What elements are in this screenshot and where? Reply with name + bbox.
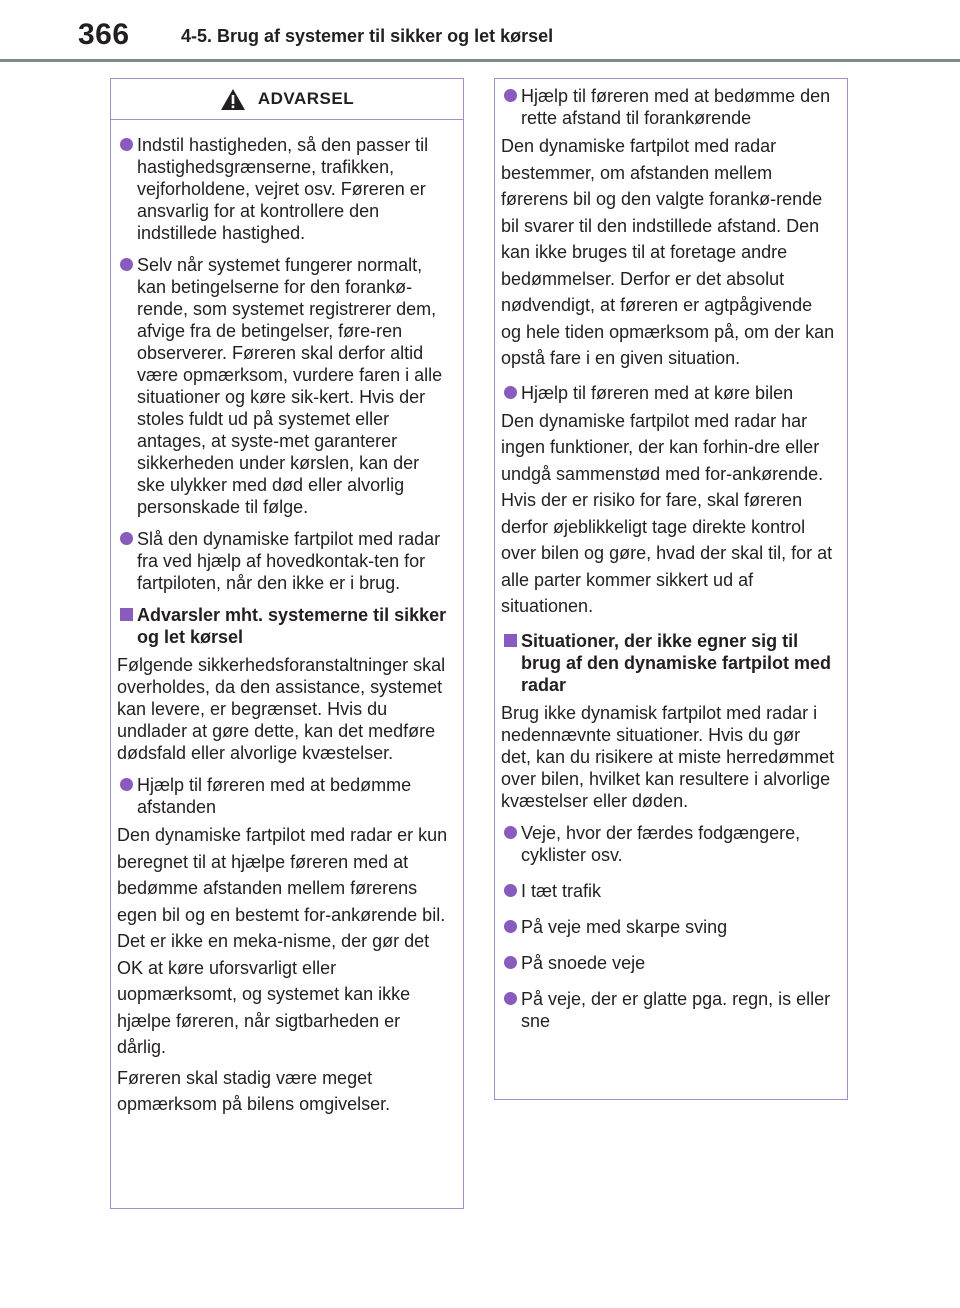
bullet-dot-icon bbox=[120, 138, 133, 151]
bullet-text: På snoede veje bbox=[521, 952, 646, 973]
section-title: 4-5. Brug af systemer til sikker og let kørsel bbox=[181, 26, 554, 46]
bullet-text: Hjælp til føreren med at bedømme afstanden bbox=[137, 775, 412, 817]
subheading bbox=[117, 604, 451, 648]
bullet-item bbox=[501, 988, 835, 1032]
bullet-text: Slå den dynamiske fartpilot med radar fra ved hjælp af hovedkontak-ten for fartpiloten, når den ikke er i brug. bbox=[137, 529, 441, 593]
bullet-text: I tæt trafik bbox=[521, 880, 602, 901]
paragraph: Følgende sikkerhedsforanstaltninger skal overholdes, da den assistance, systemet kan levere, er begrænset. Hvis du undlader at gøre dette, kan det medføre dødsfald eller alvorlige kvæstelser. bbox=[117, 655, 446, 763]
paragraph: Føreren skal stadig være meget opmærksom på bilens omgivelser. bbox=[117, 1067, 391, 1114]
square-bullet-icon bbox=[504, 634, 517, 647]
bullet-item bbox=[117, 254, 451, 518]
bullet-dot-icon bbox=[504, 920, 517, 933]
warning-triangle-icon bbox=[220, 88, 246, 111]
bullet-text: Hjælp til føreren med at køre bilen bbox=[521, 382, 794, 403]
page-number: 366 bbox=[78, 18, 130, 51]
warning-title: ADVARSEL bbox=[257, 89, 355, 108]
bullet-text: Hjælp til føreren med at bedømme den rette afstand til forankørende bbox=[521, 86, 831, 128]
paragraph: Den dynamiske fartpilot med radar er kun beregnet til at hjælpe føreren med at bedømme afstanden mellem førerens egen bil og en bestemt for-ankørende bil. Det er ikke en meka-nisme, der gør det OK at køre uforsvarligt eller uopmærksomt, og systemet kan ikke hjælpe føreren, når sigtbarheden er dårlig. bbox=[117, 825, 448, 1057]
square-bullet-icon bbox=[120, 608, 133, 621]
subheading-text: Advarsler mht. systemerne til sikker og let kørsel bbox=[137, 605, 447, 647]
bullet-text: Indstil hastigheden, så den passer til hastighedsgrænserne, trafikken, vejforholdene, vejret osv. Føreren er ansvarlig for at kontrollere den indstillede hastighed. bbox=[137, 135, 429, 243]
bullet-text: På veje, der er glatte pga. regn, is eller sne bbox=[521, 988, 831, 1031]
bullet-dot-icon bbox=[504, 992, 517, 1005]
paragraph: Den dynamiske fartpilot med radar bestemmer, om afstanden mellem førerens bil og den valgte forankø-rende bil svarer til den indstillede afstand. Den kan ikke bruges til at foretage andre bedømmelser. Derfor er det absolut nødvendigt, at føreren er agtpågivende og hele tiden opmærksom på, om der kan opstå fare i en given situation. bbox=[501, 136, 835, 368]
page-header bbox=[0, 0, 960, 62]
bullet-item bbox=[117, 774, 451, 818]
bullet-item bbox=[501, 880, 835, 902]
warning-header bbox=[111, 79, 463, 120]
bullet-item bbox=[117, 528, 451, 594]
bullet-dot-icon bbox=[504, 826, 517, 839]
subheading bbox=[501, 630, 835, 696]
header-divider bbox=[0, 59, 960, 62]
subheading-text: Situationer, der ikke egner sig til brug af den dynamiske fartpilot med radar bbox=[521, 630, 832, 695]
bullet-dot-icon bbox=[120, 532, 133, 545]
bullet-text: Selv når systemet fungerer normalt, kan betingelserne for den forankø-rende, som systemet registrerer dem, afvige fra de betingelser, føre-ren observerer. Føreren skal derfor altid være opmærksom, vurdere faren i alle situationer og køre sik-kert. Hvis der stoles fuldt ud på systemet eller antages, at syste-met garanterer sikkerheden under kørslen, kan der ske ulykker med død eller alvorlig personskade til følge. bbox=[137, 255, 443, 517]
paragraph: Brug ikke dynamisk fartpilot med radar i nedennævnte situationer. Hvis du gør det, kan du risikere at miste herredømmet over bilen, hvilket kan resultere i alvorlige kvæstelser eller døden. bbox=[501, 702, 835, 811]
bullet-item bbox=[501, 85, 835, 129]
warning-box-right bbox=[494, 78, 848, 1100]
warning-box-left bbox=[110, 78, 464, 1209]
bullet-dot-icon bbox=[504, 884, 517, 897]
bullet-text: Veje, hvor der færdes fodgængere, cyklister osv. bbox=[521, 822, 801, 865]
bullet-item bbox=[501, 822, 835, 866]
bullet-dot-icon bbox=[504, 956, 517, 969]
bullet-dot-icon bbox=[504, 89, 517, 102]
bullet-dot-icon bbox=[504, 386, 517, 399]
bullet-dot-icon bbox=[120, 258, 133, 271]
bullet-item bbox=[501, 916, 835, 938]
bullet-item bbox=[501, 952, 835, 974]
bullet-dot-icon bbox=[120, 778, 133, 791]
bullet-item bbox=[117, 134, 451, 244]
bullet-item bbox=[501, 382, 835, 404]
paragraph: Den dynamiske fartpilot med radar har ingen funktioner, der kan forhin-dre eller undgå sammenstød med for-ankørende. Hvis der er risiko for fare, skal føreren derfor øjeblikkeligt tage direkte kontrol over bilen og gøre, hvad der skal til, for at alle parter kommer sikkert ud af situationen. bbox=[501, 410, 833, 616]
bullet-text: På veje med skarpe sving bbox=[521, 916, 728, 937]
